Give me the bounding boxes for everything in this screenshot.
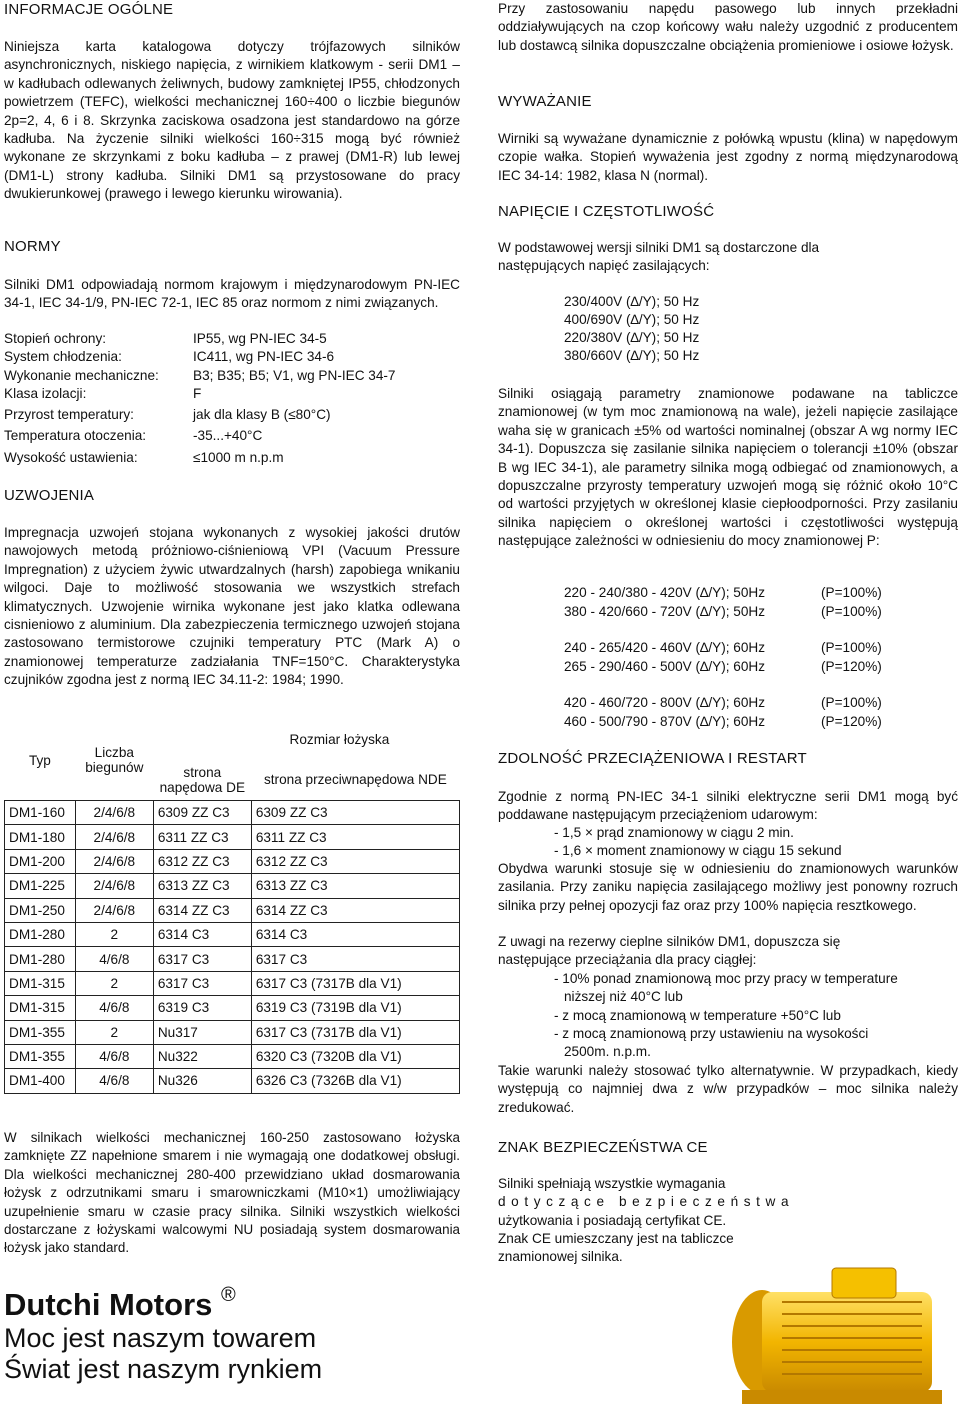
registered-mark: ® bbox=[221, 1284, 236, 1306]
table-row bbox=[5, 947, 460, 971]
col-bearing: Rozmiar łożyska bbox=[289, 732, 390, 748]
table-cell-typ: DM1-180 bbox=[5, 825, 76, 849]
norms-text: Silniki DM1 odpowiadają normom krajowym i międzynarodowym PN-IEC 34-1, IEC 34-1/9, PN-IEC 72-1, IEC 85 oraz normom z nimi związanych. bbox=[4, 277, 460, 311]
overload-text-3: Z uwagi na rezerwy cieplne silników DM1, dopuszcza się następujące przeciążania dla pracy ciągłej: bbox=[498, 934, 841, 968]
table-cell-de: Nu322 bbox=[153, 1044, 251, 1068]
table-row bbox=[5, 898, 460, 922]
table-cell-nde: 6312 ZZ C3 bbox=[251, 849, 459, 873]
motor-image bbox=[722, 1262, 960, 1407]
table-cell-typ: DM1-315 bbox=[5, 996, 76, 1020]
ce-line-1: Silniki spełniają wszystkie wymagania bbox=[498, 1176, 726, 1191]
table-cell-poles: 2/4/6/8 bbox=[75, 874, 153, 898]
table-row bbox=[5, 825, 460, 849]
spec-row: Temperatura otoczenia: -35...+40°C bbox=[4, 428, 263, 443]
cont-item-3: - z mocą znamionową przy ustawieniu na wysokości bbox=[554, 1026, 869, 1041]
table-cell-nde: 6319 C3 (7319B dla V1) bbox=[251, 996, 459, 1020]
table-header-row bbox=[5, 720, 460, 760]
overload-item-2: - 1,6 × moment znamionowy w ciągu 15 sekund bbox=[554, 843, 842, 858]
motor-base bbox=[742, 1390, 942, 1404]
bearings-table bbox=[4, 720, 460, 1094]
table-cell-poles: 4/6/8 bbox=[75, 947, 153, 971]
table-cell-de: 6317 C3 bbox=[153, 971, 251, 995]
table-row bbox=[5, 849, 460, 873]
table-cell-de: 6319 C3 bbox=[153, 996, 251, 1020]
cont-item-3-cont: 2500m. n.p.m. bbox=[564, 1044, 651, 1059]
overload-title: ZDOLNOŚĆ PRZECIĄŻENIOWA I RESTART bbox=[498, 750, 807, 767]
balance-text: Wirniki są wyważane dynamicznie z połówką wpustu (klina) w napędowym czopie wałka. Stopień wyważenia jest zgodny z normą międzynarodową IEC 34-14: 1982, klasa N (normal). bbox=[498, 131, 958, 183]
windings-text: Impregnacja uzwojeń stojana wykonanych z wysokiej jakości drutów nawojowych metodą próżniowo-ciśnieniową VPI (Vacuum Pressure Impregnation) z użyciem żywic utwardzalnych (harsh) zapobiega wnikaniu wilgoci. Daje to możliwość stosowania we wszystkich strefach klimatycznych. Uzwojenie wirnika wykonane jest jako klatka odlewana cisnieniowo z aluminium. Dla zabezpieczenia termicznego uzwojeń stojana zastosowano termistorowe czujniki temperatury PTC (Mark A) o znamionowej temperaturze zadziałania TNF=150°C. Charakterystyka czujników zgodna jest z normą IEC 34.11-2: 1984; 1990. bbox=[4, 525, 460, 688]
cont-item-2: - z mocą znamionową w temperature +50°C lub bbox=[554, 1008, 841, 1023]
spec-row: Wysokość ustawienia: ≤1000 m n.p.m bbox=[4, 450, 284, 465]
voltage-text: Silniki osiągają parametry znamionowe podawane na tabliczce znamionowej (w tym moc znamionową na wale), jeżeli napięcie zasilające waha się w granicach ±5% od wartości nominalnej (obszar A wg normy IEC 34-1). Dopuszcza się zasilanie silnika napięciem o tolerancji ±10% (obszar B wg IEC 34-1), ale parametry silnika mogą odbiegać od znamionowych, a dopuszczalne przyrosty temperatury uzwojeń mogą się różnić około 10°C od wartości przyjętych w określonej klasie ciepłoodporności. Przy zasilaniu silnika napięciem o określonej wartości i częstotliwości występują następujące zależności w odniesieniu do mocy znamionowej P: bbox=[498, 386, 958, 549]
table-cell-nde: 6314 ZZ C3 bbox=[251, 898, 459, 922]
table-cell-poles: 2/4/6/8 bbox=[75, 898, 153, 922]
table-row bbox=[5, 1044, 460, 1068]
overload-intro: Zgodnie z normą PN-IEC 34-1 silniki elektryczne serii DM1 mogą być poddawane następującym przeciążeniom udarowym: bbox=[498, 789, 958, 823]
table-cell-poles: 4/6/8 bbox=[75, 1069, 153, 1093]
overload-text-2: Obydwa warunki stosuje się w odniesieniu do znamionowych warunków zasilania. Przy zaniku napięcia zasilającego możliwy jest ponowny rozruch silnika przy pełnej opozycji faz oraz przy 100% napięcia resztkowego. bbox=[498, 861, 958, 913]
table-cell-nde: 6313 ZZ C3 bbox=[251, 874, 459, 898]
col-typ: Typ bbox=[28, 752, 51, 768]
overload-item-1: - 1,5 × prąd znamionowy w ciągu 2 min. bbox=[554, 825, 794, 840]
cont-item-1-cont: niższej niż 40°C lub bbox=[564, 989, 683, 1004]
table-cell-nde: 6317 C3 (7317B dla V1) bbox=[251, 1020, 459, 1044]
ce-title: ZNAK BEZPIECZEŃSTWA CE bbox=[498, 1139, 708, 1156]
table-cell-typ: DM1-225 bbox=[5, 874, 76, 898]
table-cell-poles: 2 bbox=[75, 1020, 153, 1044]
table-row bbox=[5, 874, 460, 898]
ce-line-4: Znak CE umieszczany jest na tabliczce bbox=[498, 1231, 734, 1246]
ce-line-2: dotyczące bezpieczeństwa bbox=[498, 1194, 795, 1209]
table-cell-nde: 6317 C3 bbox=[251, 947, 459, 971]
col-poles: Liczba biegunów bbox=[85, 745, 144, 775]
balance-title: WYWAŻANIE bbox=[498, 93, 592, 110]
table-row bbox=[5, 1020, 460, 1044]
table-row bbox=[5, 922, 460, 946]
spec-row: System chłodzenia: IC411, wg PN-IEC 34-6 bbox=[4, 349, 335, 364]
col-nde: strona przeciwnapędowa NDE bbox=[263, 772, 447, 788]
general-text: Niniejsza karta katalogowa dotyczy trójfazowych silników asynchronicznych, niskiego napięcia, z wirnikiem klatkowym - serii DM1 – w kadłubach odlewanych żeliwnych, budowy zamkniętej IP55, chłodzonych powietrzem (TEFC), wielkości mechanicznej 160÷400 o liczbie biegunów 2p=2, 4, 6 i 8. Skrzynka zaciskowa osadzona jest standardowo na górze kadłuba. Na życzenie silniki wielkości 160÷315 mogą być również wykonane ze skrzynkami z boku kadłuba – z prawej (DM1-R) lub lewej (DM1-L) strony kadłuba. Silniki DM1 są przystosowane do pracy dwukierunkowej (prawego i lewego kierunku wirowania). bbox=[4, 39, 460, 202]
general-title: INFORMACJE OGÓLNE bbox=[4, 1, 174, 18]
table-cell-de: Nu317 bbox=[153, 1020, 251, 1044]
table-cell-typ: DM1-250 bbox=[5, 898, 76, 922]
table-cell-de: 6313 ZZ C3 bbox=[153, 874, 251, 898]
overload-text-4: Takie warunki należy stosować tylko alternatywnie. W przypadkach, kiedy występują co najmniej dwa z w/w przypadków – moc silnika należy zredukować. bbox=[498, 1063, 958, 1115]
norms-title: NORMY bbox=[4, 238, 61, 255]
table-cell-de: 6314 C3 bbox=[153, 922, 251, 946]
table-cell-poles: 2 bbox=[75, 971, 153, 995]
terminal-box bbox=[832, 1268, 896, 1298]
ce-line-3: użytkowania i posiadają certyfikat CE. bbox=[498, 1213, 727, 1228]
brand-name: Dutchi Motors ® bbox=[4, 1284, 236, 1322]
table-cell-nde: 6314 C3 bbox=[251, 922, 459, 946]
voltage-title: NAPIĘCIE I CZĘSTOTLIWOŚĆ bbox=[498, 203, 715, 220]
table-cell-nde: 6317 C3 (7317B dla V1) bbox=[251, 971, 459, 995]
voltage-intro: W podstawowej wersji silniki DM1 są dostarczone dla następujących napięć zasilających: bbox=[498, 240, 820, 274]
table-cell-poles: 2/4/6/8 bbox=[75, 849, 153, 873]
table-cell-de: 6311 ZZ C3 bbox=[153, 825, 251, 849]
bearings-text: W silnikach wielkości mechanicznej 160-250 zastosowano łożyska zamknięte ZZ napełnione smarem i nie wymagają one dodatkowej obsługi. Dla wielkości mechanicznej 280-400 przewidziano układ dosmarowania łożysk z odrzutnikami smaru i smarowniczkami (M10×1) umożliwiający uzupełnienie smaru w czasie pracy silnika. Silniki wszystkich wielkości dostarczane z łożyskami walcowymi NU posiadają system dosmarowania łożysk jako standard. bbox=[4, 1130, 460, 1256]
spec-row: Przyrost temperatury: jak dla klasy B (≤80°C) bbox=[4, 407, 331, 422]
table-cell-typ: DM1-355 bbox=[5, 1020, 76, 1044]
table-cell-typ: DM1-200 bbox=[5, 849, 76, 873]
spec-row: Wykonanie mechaniczne: B3; B35; B5; V1, wg PN-IEC 34-7 bbox=[4, 368, 396, 383]
table-cell-de: Nu326 bbox=[153, 1069, 251, 1093]
table-cell-nde: 6311 ZZ C3 bbox=[251, 825, 459, 849]
table-cell-nde: 6320 C3 (7320B dla V1) bbox=[251, 1044, 459, 1068]
windings-title: UZWOJENIA bbox=[4, 487, 95, 504]
table-cell-de: 6309 ZZ C3 bbox=[153, 801, 251, 825]
table-row bbox=[5, 971, 460, 995]
table-cell-poles: 4/6/8 bbox=[75, 996, 153, 1020]
table-cell-de: 6317 C3 bbox=[153, 947, 251, 971]
slogan-line-1: Moc jest naszym towarem bbox=[4, 1323, 317, 1353]
table-cell-typ: DM1-355 bbox=[5, 1044, 76, 1068]
table-cell-nde: 6326 C3 (7326B dla V1) bbox=[251, 1069, 459, 1093]
table-cell-typ: DM1-280 bbox=[5, 922, 76, 946]
spec-row: Klasa izolacji: F bbox=[4, 386, 202, 401]
table-cell-poles: 2 bbox=[75, 922, 153, 946]
table-cell-de: 6314 ZZ C3 bbox=[153, 898, 251, 922]
voltage-item: 380/660V (∆/Y); 50 Hz bbox=[564, 348, 700, 363]
table-cell-de: 6312 ZZ C3 bbox=[153, 849, 251, 873]
table-row bbox=[5, 801, 460, 825]
table-cell-typ: DM1-160 bbox=[5, 801, 76, 825]
table-cell-typ: DM1-315 bbox=[5, 971, 76, 995]
voltage-item: 230/400V (∆/Y); 50 Hz bbox=[564, 294, 700, 309]
spec-row: Stopień ochrony: IP55, wg PN-IEC 34-5 bbox=[4, 331, 327, 346]
col-de: strona napędowa DE bbox=[159, 764, 246, 795]
table-row bbox=[5, 1069, 460, 1093]
ce-line-5: znamionowej silnika. bbox=[498, 1249, 623, 1264]
voltage-item: 400/690V (∆/Y); 50 Hz bbox=[564, 312, 700, 327]
cont-item-1: - 10% ponad znamionową moc przy pracy w temperature bbox=[554, 971, 898, 986]
table-cell-nde: 6309 ZZ C3 bbox=[251, 801, 459, 825]
table-row bbox=[5, 996, 460, 1020]
table-cell-typ: DM1-400 bbox=[5, 1069, 76, 1093]
table-cell-poles: 4/6/8 bbox=[75, 1044, 153, 1068]
voltage-item: 220/380V (∆/Y); 50 Hz bbox=[564, 330, 700, 345]
table-cell-poles: 2/4/6/8 bbox=[75, 825, 153, 849]
motor-body bbox=[762, 1292, 932, 1392]
slogan-line-2: Świat jest naszym rynkiem bbox=[4, 1354, 323, 1384]
intro-text: Przy zastosowaniu napędu pasowego lub innych przekładni oddziaływujących na czop końcowy wału należy uzgodnić z producentem lub dostawcą silnika dopuszczalne obciążenia promieniowe i osiowe łożysk. bbox=[498, 1, 958, 53]
table-cell-typ: DM1-280 bbox=[5, 947, 76, 971]
table-cell-poles: 2/4/6/8 bbox=[75, 801, 153, 825]
